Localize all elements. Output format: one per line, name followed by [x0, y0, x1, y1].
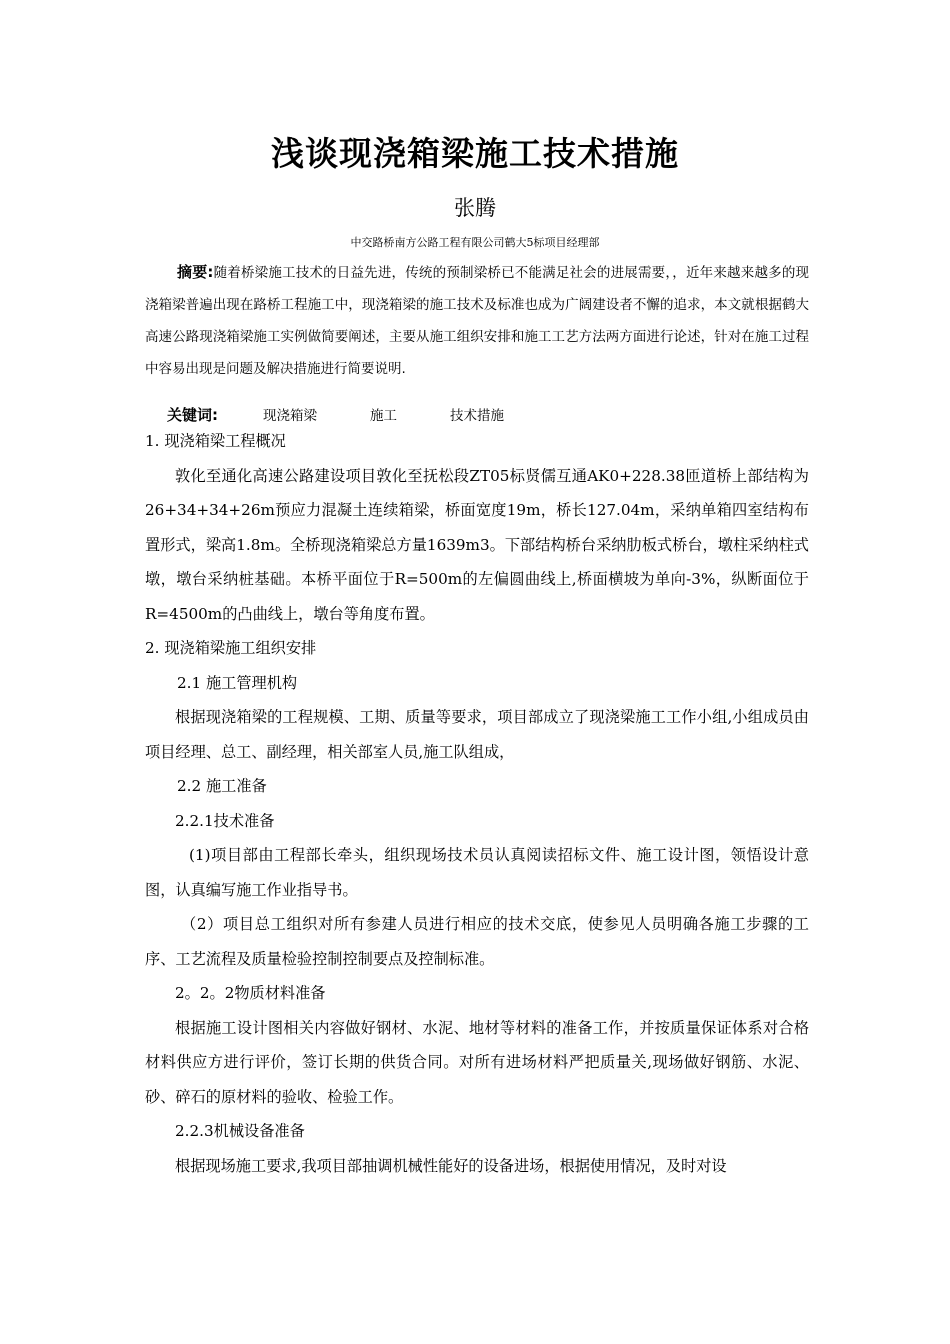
abstract-text: 随着桥梁施工技术的日益先进，传统的预制梁桥已不能满足社会的进展需要，，近年来越来越多的现浇箱梁普遍出现在路桥工程施工中，现浇箱梁的施工技术及标准也成为广阔建设者不懈的追求，本文就根据鹤大高速公路现浇箱梁施工实例做简要阐述，主要从施工组织安排和施工工艺方法两方面进行论述，针对在施工过程中容易出现是问题及解决措施进行简要说明.	[145, 265, 810, 377]
subsection-heading: 2.1 施工管理机构	[177, 673, 298, 692]
paragraph: 根据现场施工要求,我项目部抽调机械性能好的设备进场，根据使用情况，及时对设	[175, 1156, 727, 1175]
subsection-heading: 2.2 施工准备	[177, 777, 267, 795]
section-heading: 1. 现浇箱梁工程概况	[145, 432, 286, 450]
keyword-item: 现浇箱梁	[263, 408, 317, 424]
paragraph: 根据现浇箱梁的工程规模、工期、质量等要求，项目部成立了现浇梁施工工作小组,小组成员由项目经理、总工、副经理，相关部室人员,施工队组成，	[145, 708, 809, 761]
keywords-label: 关键词:	[167, 406, 218, 424]
paragraph: (1)项目部由工程部长牵头，组织现场技术员认真阅读招标文件、施工设计图，领悟设计意图，认真编写施工作业指导书。	[145, 846, 809, 899]
subsubsection-heading: 2.2.1技术准备	[175, 811, 275, 830]
paragraph: 根据施工设计图相关内容做好钢材、水泥、地材等材料的准备工作，并按质量保证体系对合格材料供应方进行评价，签订长期的供货合同。对所有进场材料严把质量关,现场做好钢筋、水泥、砂、碎石的原材料的验收、检验工作。	[145, 1018, 809, 1106]
keyword-item: 技术措施	[450, 408, 504, 424]
subsubsection-heading: 2。2。2物质材料准备	[175, 984, 326, 1002]
author-name: 张腾	[454, 196, 496, 220]
paragraph: 敦化至通化高速公路建设项目敦化至抚松段ZT05标贤儒互通AK0+228.38匝道桥上部结构为26+34+34+26m预应力混凝土连续箱梁，桥面宽度19m，桥长127.04m，采纳单箱四室结构布置形式，梁高1.8m。全桥现浇箱梁总方量1639m3。下部结构桥台采纳肋板式桥台，墩柱采纳柱式墩，墩台采纳桩基础。本桥平面位于R=500m的左偏圆曲线上,桥面横坡为单向-3%，纵断面位于R=4500m的凸曲线上，墩台等角度布置。	[145, 466, 809, 623]
abstract-label: 摘要:	[177, 263, 214, 281]
keyword-item: 施工	[370, 408, 397, 424]
document-title: 浅谈现浇箱梁施工技术措施	[271, 134, 679, 173]
paragraph: （2）项目总工组织对所有参建人员进行相应的技术交底，使参见人员明确各施工步骤的工序、工艺流程及质量检验控制控制要点及控制标准。	[145, 915, 809, 968]
section-heading: 2. 现浇箱梁施工组织安排	[145, 639, 317, 657]
document-body	[145, 424, 809, 1183]
author-affiliation: 中交路桥南方公路工程有限公司鹤大5标项目经理部	[350, 236, 600, 249]
subsubsection-heading: 2.2.3机械设备准备	[175, 1122, 305, 1140]
abstract	[145, 256, 809, 385]
